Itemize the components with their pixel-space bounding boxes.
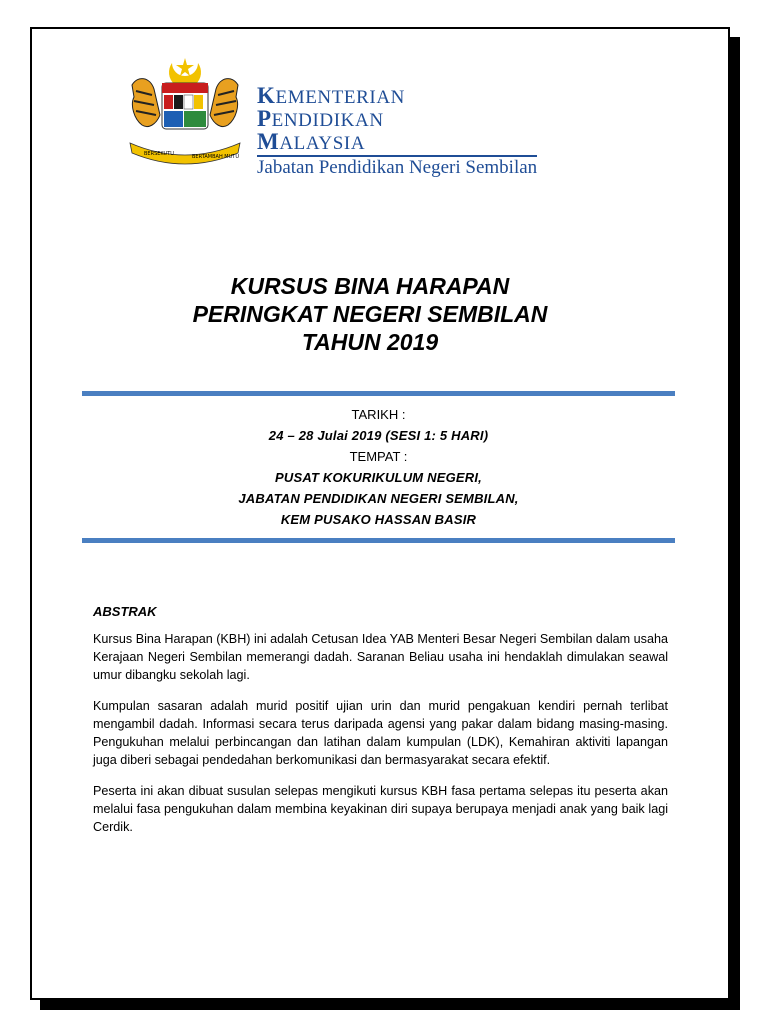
date-value: 24 – 28 Julai 2019 (SESI 1: 5 HARI) xyxy=(268,428,489,443)
abstract-paragraph-2: Kumpulan sasaran adalah murid positif ujian urin dan murid pengakuan kendiri pernah terlibat mengambil dadah. Informasi secara terus daripada agensi yang pakar dalam bidang masing-masing. Pengukuhan melalui perbincangan dan latihan dalam kumpulan (LDK), Kemahiran aktiviti lapangan juga diberi sebagai pendedahan berkomunikasi dan bermasyarakat secara efektif. xyxy=(93,699,668,767)
malaysia-coat-of-arms-icon xyxy=(120,55,250,175)
venue-label: TEMPAT : xyxy=(349,449,408,464)
top-divider xyxy=(82,391,675,396)
ministry-word: ALAYSIA xyxy=(279,133,366,154)
abstract-section xyxy=(93,603,668,849)
title-line-1: KURSUS BINA HARAPAN xyxy=(230,273,510,299)
venue-line-1: PUSAT KOKURIKULUM NEGERI, xyxy=(275,470,482,485)
ministry-initial: K xyxy=(257,83,276,108)
crest-motto-left: BERSEKUTU xyxy=(144,151,174,157)
ministry-line-2 xyxy=(257,108,537,131)
ministry-word: EMENTERIAN xyxy=(275,87,405,108)
ministry-line-3 xyxy=(257,131,537,154)
title-line-3: TAHUN 2019 xyxy=(301,329,439,355)
ministry-line-1 xyxy=(257,85,537,108)
abstract-paragraph-1: Kursus Bina Harapan (KBH) ini adalah Cetusan Idea YAB Menteri Besar Negeri Sembilan dalam usaha Kerajaan Negeri Sembilan memerangi dadah. Saranan Beliau usaha ini hendaklah dimulakan seawal umur dibangku sekolah lagi. xyxy=(93,632,668,682)
ministry-initial: M xyxy=(257,129,280,154)
crest-motto-right: BERTAMBAH MUTU xyxy=(192,154,239,160)
abstract-heading: ABSTRAK xyxy=(93,604,157,619)
abstract-paragraph-3: Peserta ini akan dibuat susulan selepas mengikuti kursus KBH fasa pertama selepas itu peserta akan melalui fasa pengukuhan dalam membina keyakinan diri supaya berupaya menjadi anak yang baik lagi Cerdik. xyxy=(93,784,668,834)
bottom-divider xyxy=(82,538,675,543)
ministry-header xyxy=(120,55,600,178)
department-name: Jabatan Pendidikan Negeri Sembilan xyxy=(257,157,538,178)
course-title xyxy=(120,272,620,356)
ministry-initial: P xyxy=(257,106,272,131)
ministry-word: ENDIDIKAN xyxy=(271,110,384,131)
course-details xyxy=(82,404,675,530)
venue-line-2: JABATAN PENDIDIKAN NEGERI SEMBILAN, xyxy=(238,491,519,506)
title-line-2: PERINGKAT NEGERI SEMBILAN xyxy=(192,301,548,327)
venue-line-3: KEM PUSAKO HASSAN BASIR xyxy=(280,512,477,527)
ministry-name xyxy=(257,85,537,179)
date-label: TARIKH : xyxy=(351,407,406,422)
